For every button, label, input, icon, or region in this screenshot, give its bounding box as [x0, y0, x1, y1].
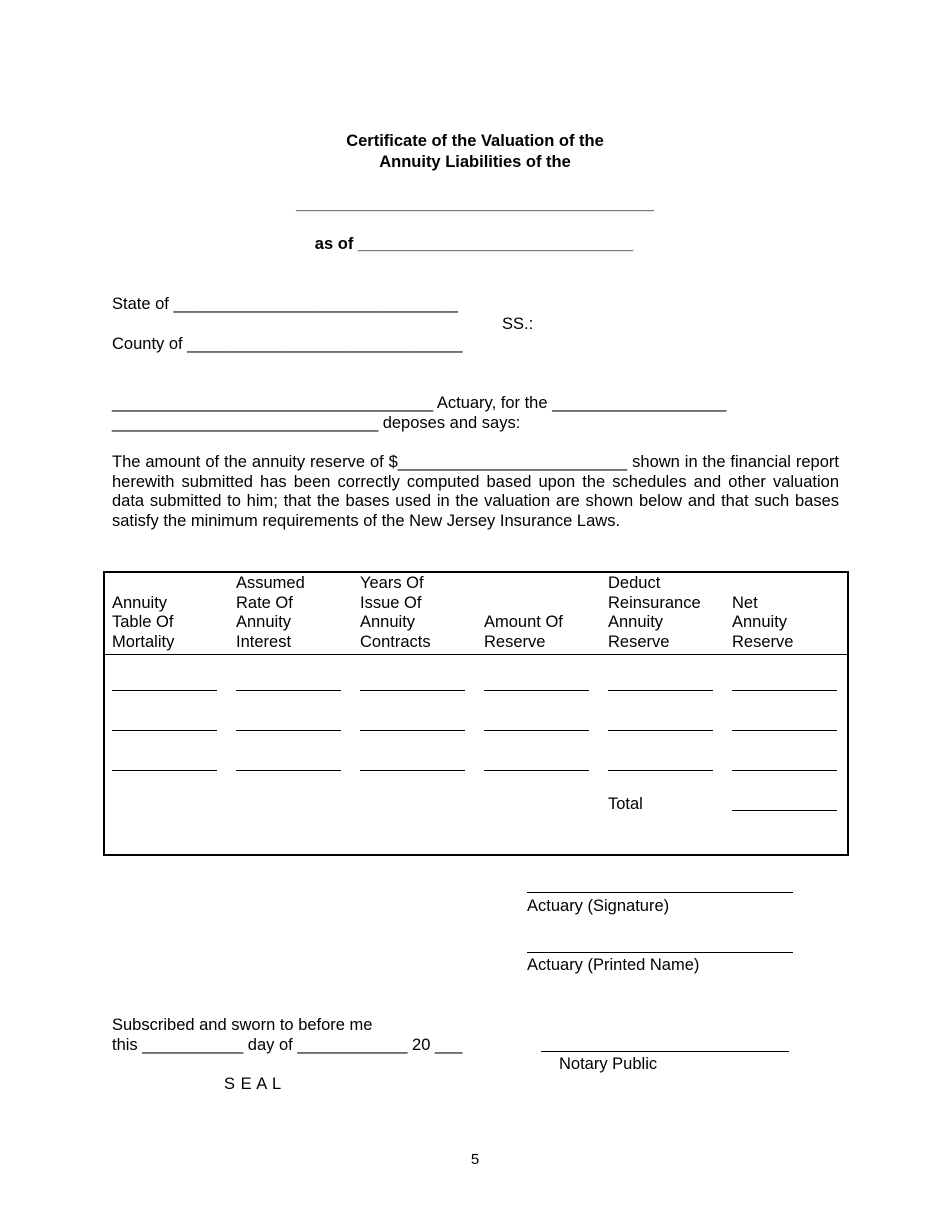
- table-blank-row2-col3: [360, 730, 465, 731]
- actuary-signature-label: Actuary (Signature): [527, 897, 670, 915]
- table-blank-row3-col2: [236, 770, 341, 771]
- column-header-line: Mortality: [112, 633, 175, 652]
- actuary-printed-name-label: Actuary (Printed Name): [527, 956, 700, 974]
- county-of-line: County of ______________________________: [112, 335, 463, 353]
- table-blank-row3-col1: [112, 770, 217, 771]
- ss-label: SS.:: [502, 315, 534, 333]
- table-blank-row2-col6: [732, 730, 837, 731]
- column-header-line: Annuity: [112, 593, 168, 612]
- table-blank-row2-col2: [236, 730, 341, 731]
- table-blank-row1-col4: [484, 690, 589, 691]
- table-blank-row3-col3: [360, 770, 465, 771]
- seal-label: S E A L: [224, 1075, 282, 1093]
- column-header-line: Interest: [236, 633, 292, 652]
- jurat-line-2: this ___________ day of ____________ 20 ___: [112, 1036, 463, 1054]
- column-header-line: Reinsurance: [608, 593, 701, 612]
- column-header-line: Annuity: [360, 613, 416, 632]
- total-blank: [732, 810, 837, 811]
- column-header-line: Reserve: [484, 633, 546, 652]
- column-header-line: Amount Of: [484, 613, 563, 632]
- total-label: Total: [608, 795, 643, 813]
- column-header-deduct-reinsurance-annuity-reserve: [608, 575, 726, 653]
- table-blank-row3-col4: [484, 770, 589, 771]
- jurat-line-1: Subscribed and sworn to before me: [112, 1016, 373, 1034]
- state-of-line: State of _______________________________: [112, 295, 458, 313]
- company-name-blank: _______________________________________: [296, 195, 654, 213]
- actuary-signature-line: [527, 892, 793, 893]
- table-blank-row1-col5: [608, 690, 713, 691]
- column-header-net-annuity-reserve: [732, 575, 850, 653]
- column-header-amount-of-reserve: [484, 575, 602, 653]
- column-header-line: Deduct: [608, 573, 661, 592]
- column-header-line: Rate Of: [236, 593, 293, 612]
- certificate-title-line-1: Certificate of the Valuation of the: [346, 132, 604, 150]
- column-header-line: Annuity: [236, 613, 292, 632]
- notary-public-label: Notary Public: [559, 1055, 658, 1073]
- column-header-line: Annuity: [608, 613, 664, 632]
- table-blank-row2-col4: [484, 730, 589, 731]
- deposition-line-2: _____________________________ deposes and says:: [112, 414, 521, 432]
- table-blank-row1-col2: [236, 690, 341, 691]
- certificate-title-line-2: Annuity Liabilities of the: [379, 153, 571, 171]
- table-blank-row3-col6: [732, 770, 837, 771]
- column-header-line: Reserve: [732, 633, 794, 652]
- column-header-line: Net: [732, 593, 758, 612]
- table-blank-row2-col1: [112, 730, 217, 731]
- column-header-line: Contracts: [360, 633, 431, 652]
- table-blank-row1-col1: [112, 690, 217, 691]
- column-header-assumed-rate-of-annuity-interest: [236, 575, 354, 653]
- column-header-line: Issue Of: [360, 593, 422, 612]
- column-header-line: Assumed: [236, 573, 305, 592]
- valuation-table: [103, 571, 849, 856]
- notary-signature-line: [541, 1051, 789, 1052]
- column-header-line: Years Of: [360, 573, 424, 592]
- page-number: 5: [470, 1151, 480, 1168]
- table-blank-row3-col5: [608, 770, 713, 771]
- header-separator: [105, 654, 847, 655]
- as-of-date-line: as of ______________________________: [314, 235, 634, 253]
- table-blank-row1-col3: [360, 690, 465, 691]
- reserve-statement: The amount of the annuity reserve of $_________________________ shown in the financial report herewith submitted has been correctly computed based upon the schedules and other valuation data submitted to him; that the bases used in the valuation are shown below and that such bases satisfy the minimum requirements of the New Jersey Insurance Laws.: [112, 453, 839, 531]
- table-blank-row2-col5: [608, 730, 713, 731]
- deposition-line-1: ___________________________________ Actuary, for the ___________________: [112, 394, 727, 412]
- column-header-line: Annuity: [732, 613, 788, 632]
- column-header-annuity-table-of-mortality: [112, 575, 230, 653]
- table-blank-row1-col6: [732, 690, 837, 691]
- actuary-printed-name-line: [527, 952, 793, 953]
- column-header-years-of-issue-of-annuity-contracts: [360, 575, 478, 653]
- column-header-line: Reserve: [608, 633, 670, 652]
- column-header-line: Table Of: [112, 613, 174, 632]
